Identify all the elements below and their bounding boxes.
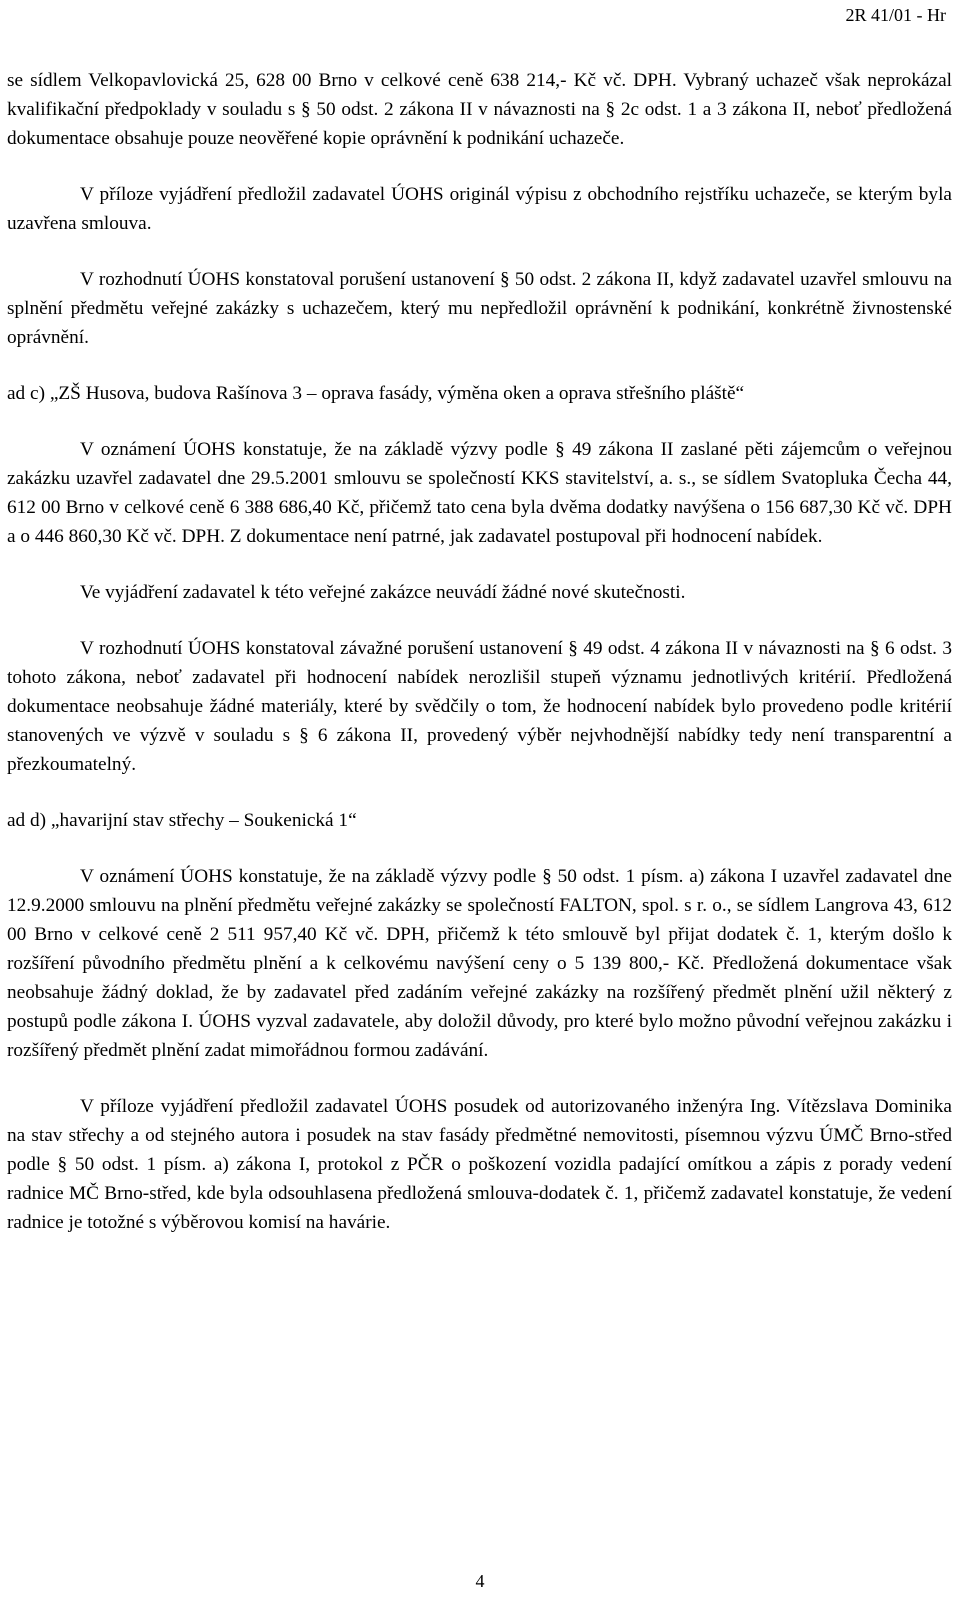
- paragraph-notice-c: V oznámení ÚOHS konstatuje, že na základě výzvy podle § 49 zákona II zaslané pěti zájemcům o veřejnou zakázku uzavřel zadavatel dne 29.5.2001 smlouvu se společností KKS stavitelství, a. s., se sídlem Svatopluka Čecha 44, 612 00 Brno v celkové ceně 6 388 686,40 Kč, přičemž tato cena byla dvěma dodatky navýšena o 156 687,30 Kč vč. DPH a o 446 860,30 Kč vč. DPH. Z dokumentace není patrné, jak zadavatel postupoval při hodnocení nabídek.: [7, 439, 952, 547]
- paragraph-notice-d: V oznámení ÚOHS konstatuje, že na základě výzvy podle § 50 odst. 1 písm. a) zákona I uzavřel zadavatel dne 12.9.2000 smlouvu na plnění předmětu veřejné zakázky se společností FALTON, spol. s r. o., se sídlem Langrova 43, 612 00 Brno v celkové ceně 2 511 957,40 Kč vč. DPH, přičemž k této smlouvě byl přijat dodatek č. 1, kterým došlo k rozšíření původního předmětu plnění a k celkovému navýšení ceny o 5 139 800,- Kč. Předložená dokumentace však neobsahuje žádný doklad, že by zadavatel před zadáním veřejné zakázky na rozšířený předmět plnění užil některý z postupů podle zákona I. ÚOHS vyzval zadavatele, aby doložil důvody, pro které bylo možno původní veřejnou zakázku i rozšířený předmět plnění zadat mimořádnou formou zadávání.: [7, 866, 952, 1061]
- section-heading-c: ad c) „ZŠ Husova, budova Rašínova 3 – oprava fasády, výměna oken a oprava střešního pláště“: [7, 383, 745, 404]
- paragraph-decision-b: V rozhodnutí ÚOHS konstatoval porušení ustanovení § 50 odst. 2 zákona II, když zadavatel uzavřel smlouvu na splnění předmětu veřejné zakázky s uchazečem, který mu nepředložil oprávnění k podnikání, konkrétně živnostenské oprávnění.: [7, 269, 952, 348]
- section-heading-d: ad d) „havarijní stav střechy – Soukenická 1“: [7, 810, 357, 831]
- paragraph-annex-statement: V příloze vyjádření předložil zadavatel ÚOHS originál výpisu z obchodního rejstříku uchazeče, se kterým byla uzavřena smlouva.: [7, 184, 952, 234]
- paragraph-annex-d: V příloze vyjádření předložil zadavatel ÚOHS posudek od autorizovaného inženýra Ing. Vítězslava Dominika na stav střechy a od stejného autora i posudek na stav fasády předmětné nemovitosti, písemnou výzvu ÚMČ Brno-střed podle § 50 odst. 1 písm. a) zákona I, protokol z PČR o poškození vozidla padající omítkou a zápis z porady vedení radnice MČ Brno-střed, kde byla odsouhlasena předložená smlouva-dodatek č. 1, přičemž zadavatel konstatuje, že vedení radnice je totožné s výběrovou komisí na havárie.: [7, 1096, 952, 1233]
- document-reference: 2R 41/01 - Hr: [845, 5, 946, 25]
- page-number: 4: [475, 1571, 485, 1591]
- document-body: [7, 66, 952, 1264]
- paragraph-continuation: se sídlem Velkopavlovická 25, 628 00 Brno v celkové ceně 638 214,- Kč vč. DPH. Vybraný uchazeč však neprokázal kvalifikační předpoklady v souladu s § 50 odst. 2 zákona II v návaznosti na § 2c odst. 1 a 3 zákona II, neboť předložená dokumentace obsahuje pouze neověřené kopie oprávnění k podnikání uchazeče.: [7, 70, 952, 149]
- paragraph-statement-c: Ve vyjádření zadavatel k této veřejné zakázce neuvádí žádné nové skutečnosti.: [80, 582, 686, 603]
- paragraph-decision-c: V rozhodnutí ÚOHS konstatoval závažné porušení ustanovení § 49 odst. 4 zákona II v návaznosti na § 6 odst. 3 tohoto zákona, neboť zadavatel při hodnocení nabídek nerozlišil stupeň významu jednotlivých kritérií. Předložená dokumentace neobsahuje žádné materiály, které by svědčily o tom, že hodnocení nabídek bylo provedeno podle kritérií stanovených ve výzvě v souladu s § 6 zákona II, provedený výběr nejvhodnější nabídky tedy není transparentní a přezkoumatelný.: [7, 638, 952, 775]
